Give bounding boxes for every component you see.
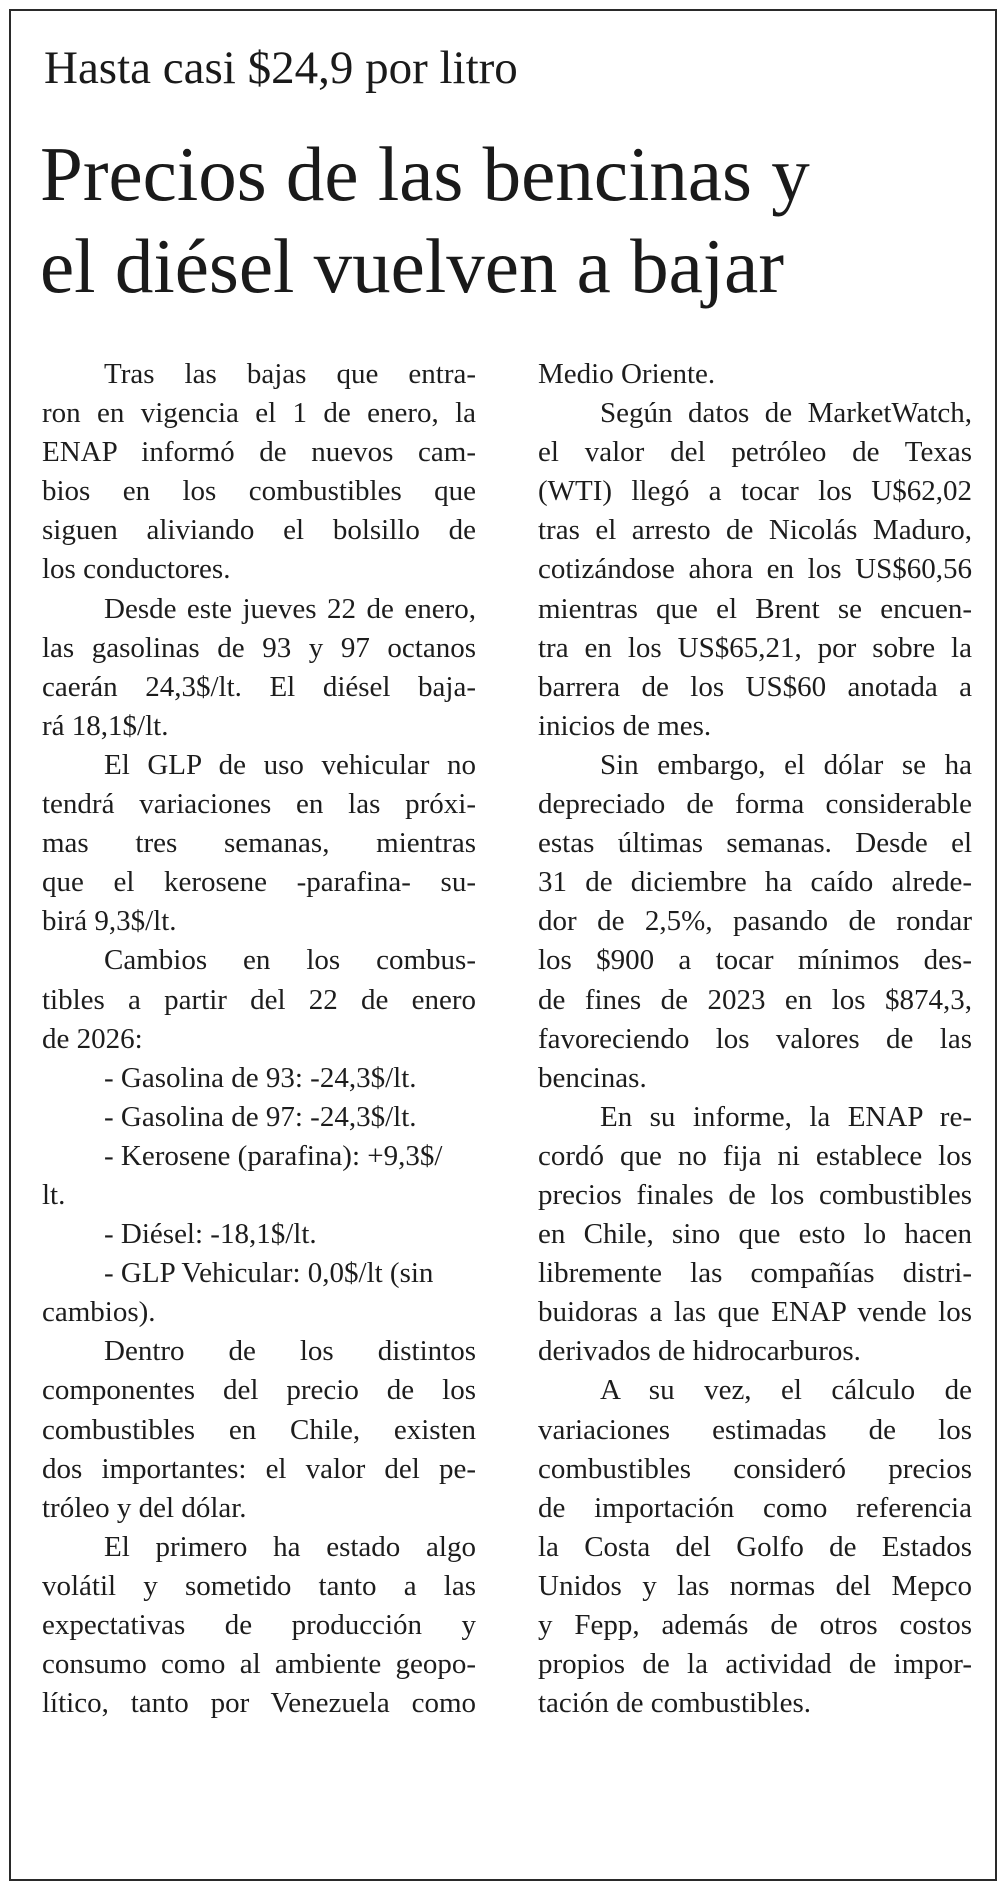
- text-line: caerán 24,3$/lt. El diésel baja-: [42, 670, 476, 703]
- text-line: mas tres semanas, mientras: [42, 827, 476, 860]
- text-line: dor de 2,5%, pasando de rondar: [538, 905, 972, 938]
- text-line: - Kerosene (parafina): +9,3$/: [104, 1139, 443, 1172]
- text-line: El primero ha estado algo: [104, 1530, 476, 1563]
- text-line: tendrá variaciones en las próxi-: [42, 788, 476, 821]
- text-line: inicios de mes.: [538, 709, 712, 742]
- text-line: y Fepp, además de otros costos: [538, 1609, 972, 1641]
- text-line: - Gasolina de 97: -24,3$/lt.: [104, 1100, 417, 1133]
- text-line: que el kerosene -parafina- su-: [42, 866, 476, 899]
- text-line: propios de la actividad de impor-: [538, 1648, 972, 1681]
- text-line: dos importantes: el valor del pe-: [42, 1452, 476, 1485]
- text-line: ron en vigencia el 1 de enero, la: [42, 397, 476, 430]
- text-line: cordó que no fija ni establece los: [538, 1139, 972, 1172]
- article-column-left: [42, 355, 476, 1723]
- text-line: tación de combustibles.: [538, 1687, 812, 1720]
- text-line: El GLP de uso vehicular no: [104, 748, 476, 781]
- text-line: - GLP Vehicular: 0,0$/lt (sin: [104, 1257, 434, 1290]
- text-line: combustibles en Chile, existen: [42, 1413, 476, 1446]
- text-line: de 2026:: [42, 1022, 143, 1055]
- text-line: rá 18,1$/lt.: [42, 709, 169, 742]
- text-line: - Diésel: -18,1$/lt.: [104, 1218, 317, 1251]
- text-line: birá 9,3$/lt.: [42, 905, 177, 938]
- text-line: cotizándose ahora en los US$60,56: [538, 553, 972, 586]
- text-line: En su informe, la ENAP re-: [600, 1100, 972, 1133]
- text-line: (WTI) llegó a tocar los U$62,02: [538, 475, 972, 508]
- text-line: tibles a partir del 22 de enero: [42, 983, 476, 1016]
- text-line: mientras que el Brent se encuen-: [538, 592, 972, 625]
- text-line: estas últimas semanas. Desde el: [538, 827, 972, 860]
- text-line: Desde este jueves 22 de enero,: [104, 592, 476, 625]
- text-line: favoreciendo los valores de las: [538, 1022, 972, 1055]
- article-column-right: [538, 355, 972, 1723]
- text-line: consumo como al ambiente geopo-: [42, 1648, 476, 1681]
- text-line: - Gasolina de 93: -24,3$/lt.: [104, 1061, 417, 1094]
- text-line: depreciado de forma considerable: [538, 788, 972, 821]
- text-line: A su vez, el cálculo de: [600, 1374, 972, 1407]
- headline-line: Precios de las bencinas y: [40, 131, 810, 217]
- text-line: tras el arresto de Nicolás Maduro,: [538, 514, 972, 547]
- text-line: lt.: [42, 1178, 66, 1211]
- text-line: tra en los US$65,21, por sobre la: [538, 631, 972, 664]
- text-line: buidoras a las que ENAP vende los: [538, 1296, 972, 1329]
- text-line: bencinas.: [538, 1061, 647, 1094]
- text-line: Dentro de los distintos: [104, 1335, 476, 1368]
- text-line: de fines de 2023 en los $874,3,: [538, 983, 972, 1016]
- text-line: Unidos y las normas del Mepco: [538, 1569, 972, 1602]
- text-line: derivados de hidrocarburos.: [538, 1335, 861, 1368]
- text-line: en Chile, sino que esto lo hacen: [538, 1218, 972, 1251]
- text-line: volátil y sometido tanto a las: [42, 1569, 476, 1602]
- article-kicker: Hasta casi $24,9 por litro: [44, 42, 518, 94]
- headline-line: el diésel vuelven a bajar: [40, 223, 784, 309]
- text-line: los $900 a tocar mínimos des-: [538, 944, 972, 977]
- text-line: los conductores.: [42, 553, 231, 586]
- text-line: ENAP informó de nuevos cam-: [42, 436, 476, 469]
- text-line: bios en los combustibles que: [42, 475, 476, 508]
- text-line: cambios).: [42, 1296, 156, 1329]
- text-line: Sin embargo, el dólar se ha: [600, 748, 972, 781]
- text-line: lítico, tanto por Venezuela como: [42, 1687, 476, 1720]
- text-line: componentes del precio de los: [42, 1374, 476, 1407]
- text-line: barrera de los US$60 anotada a: [538, 670, 972, 703]
- text-line: las gasolinas de 93 y 97 octanos: [42, 631, 476, 664]
- text-line: tróleo y del dólar.: [42, 1491, 247, 1524]
- text-line: expectativas de producción y: [42, 1609, 476, 1641]
- article-headline: [40, 128, 970, 312]
- text-line: libremente las compañías distri-: [538, 1257, 972, 1290]
- text-line: 31 de diciembre ha caído alrede-: [538, 866, 972, 899]
- text-line: el valor del petróleo de Texas: [538, 436, 972, 469]
- text-line: Según datos de MarketWatch,: [600, 397, 972, 430]
- text-line: de importación como referencia: [538, 1491, 972, 1524]
- text-line: siguen aliviando el bolsillo de: [42, 514, 476, 547]
- text-line: Cambios en los combus-: [104, 944, 476, 977]
- text-line: variaciones estimadas de los: [538, 1413, 972, 1446]
- text-line: precios finales de los combustibles: [538, 1178, 972, 1211]
- text-line: combustibles consideró precios: [538, 1452, 972, 1485]
- text-line: Tras las bajas que entra-: [104, 358, 476, 390]
- text-line: Medio Oriente.: [538, 358, 716, 390]
- text-line: la Costa del Golfo de Estados: [538, 1530, 972, 1563]
